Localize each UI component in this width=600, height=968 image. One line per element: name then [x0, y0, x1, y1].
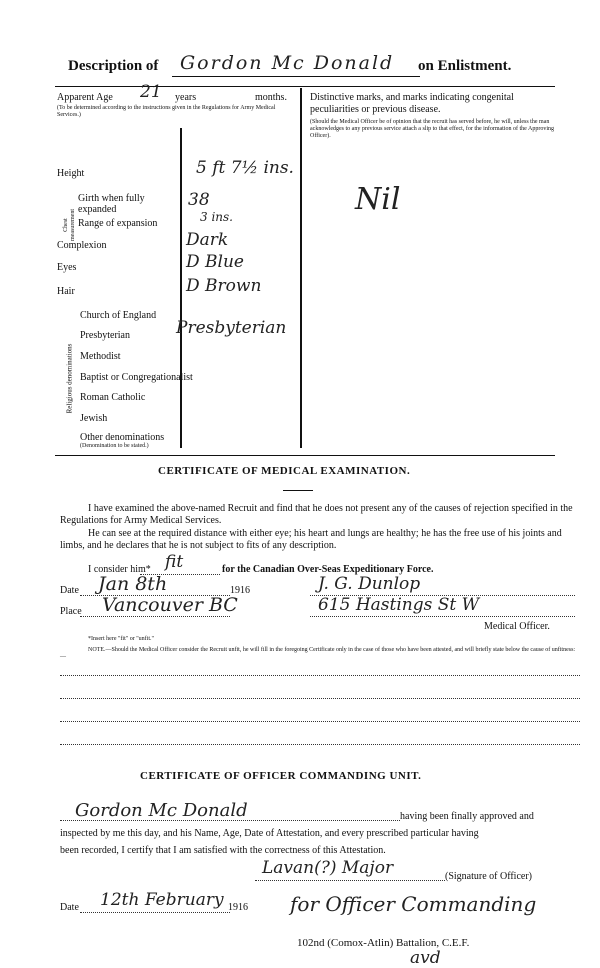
range-value: 3 ins.: [200, 210, 233, 224]
height-value: 5 ft 7½ ins.: [196, 158, 294, 178]
range-label: Range of expansion: [78, 218, 158, 229]
girth-value: 38: [188, 190, 210, 210]
title-suffix: on Enlistment.: [418, 58, 512, 74]
title-prefix: Description of: [68, 58, 159, 74]
officer-text-2: inspected by me this day, and his Name, Age, Date of Attestation, and every prescribed particular having: [60, 828, 479, 839]
religion-item: Baptist or Congregationalist: [80, 372, 193, 383]
months-label: months.: [255, 92, 287, 103]
officer-year: 1916: [228, 902, 248, 913]
distinctive-marks-value: Nil: [355, 182, 401, 217]
officer-signature: Lavan(?) Major: [262, 858, 394, 878]
officer-date-value: 12th February: [100, 890, 224, 910]
complexion-label: Complexion: [57, 240, 107, 251]
recruit-name: Gordon Mc Donald: [180, 52, 395, 74]
signature-label: (Signature of Officer): [445, 871, 533, 882]
medical-date-value: Jan 8th: [98, 573, 168, 595]
religion-note: (Denomination to be stated.): [80, 443, 149, 449]
age-label: Apparent Age: [57, 92, 113, 103]
consider-value: fit: [165, 552, 184, 572]
religion-item: Methodist: [80, 351, 121, 362]
medical-officer-label: Medical Officer.: [484, 621, 550, 632]
medical-officer-signature: J. G. Dunlop: [318, 574, 421, 594]
medical-paragraph-1: I have examined the above-named Recruit and find that he does not present any of the causes of rejection specified in the Regulations for Army Medical Services.: [60, 503, 573, 526]
initials: avd: [410, 948, 441, 968]
medical-heading: CERTIFICATE OF MEDICAL EXAMINATION.: [158, 465, 411, 477]
date-label: Date: [60, 585, 79, 596]
age-note: (To be determined according to the instructions given in the Regulations for Army Medical Services.): [57, 105, 276, 118]
force-label: for the Canadian Over-Seas Expeditionary Force.: [222, 564, 434, 575]
place-label: Place: [60, 606, 82, 617]
officer-recruit-name: Gordon Mc Donald: [75, 800, 248, 821]
medical-officer-address: 615 Hastings St W: [318, 595, 480, 615]
religion-item: Jewish: [80, 413, 108, 424]
officer-text-1: having been finally approved and: [400, 811, 534, 822]
hair-value: D Brown: [186, 276, 262, 296]
insert-note: *Insert here "fit" or "unfit.": [88, 636, 154, 642]
consider-label: I consider him*: [88, 564, 151, 575]
religion-item: Roman Catholic: [80, 392, 146, 403]
distinctive-marks-note: (Should the Medical Officer be of opinion that the recruit has served before, he will, unless the man acknowledges to any previous service attach a slip to that effect, for the information of the Approving Officer).: [310, 119, 554, 139]
section-rule: [55, 455, 555, 456]
unfit-note: NOTE.—Should the Medical Officer consider the Recruit unfit, he will fill in the foregoing Certificate only in the case of those who have been attested, and will briefly state below the cause of unfitness:—: [60, 647, 576, 660]
officer-date-label: Date: [60, 902, 79, 913]
years-label: years: [175, 92, 197, 103]
religion-item: Church of England: [80, 310, 157, 321]
column-divider: [180, 128, 182, 448]
column-divider-right: [300, 88, 302, 448]
girth-label: Girth when fully expanded: [78, 193, 145, 215]
height-label: Height: [57, 168, 85, 179]
hair-label: Hair: [57, 286, 75, 297]
distinctive-marks-title: Distinctive marks, and marks indicating congenital peculiarities or previous disease.: [310, 92, 514, 115]
place-value: Vancouver BC: [102, 594, 238, 616]
religion-item: Other denominations: [80, 432, 165, 443]
eyes-label: Eyes: [57, 262, 77, 273]
religion-value: Presbyterian: [176, 318, 287, 338]
chest-label: Chest measurement: [63, 209, 76, 241]
for-officer-commanding: for Officer Commanding: [290, 892, 537, 916]
complexion-value: Dark: [186, 230, 229, 250]
unit-label: 102nd (Comox-Atlin) Battalion, C.E.F.: [297, 937, 470, 949]
age-value: 21: [140, 82, 162, 102]
eyes-value: D Blue: [186, 252, 244, 272]
officer-text-3: been recorded, I certify that I am satisfied with the correctness of this Attestation.: [60, 845, 386, 856]
officer-heading: CERTIFICATE OF OFFICER COMMANDING UNIT.: [140, 770, 422, 782]
medical-paragraph-2: He can see at the required distance with either eye; his heart and lungs are healthy; he has the free use of his joints and limbs, and he declares that he is not subject to fits of any description.: [60, 528, 562, 551]
religion-item: Presbyterian: [80, 330, 130, 341]
medical-year: 1916: [230, 585, 250, 596]
religion-label: Religious denominations: [65, 343, 74, 414]
top-rule: [55, 86, 555, 87]
